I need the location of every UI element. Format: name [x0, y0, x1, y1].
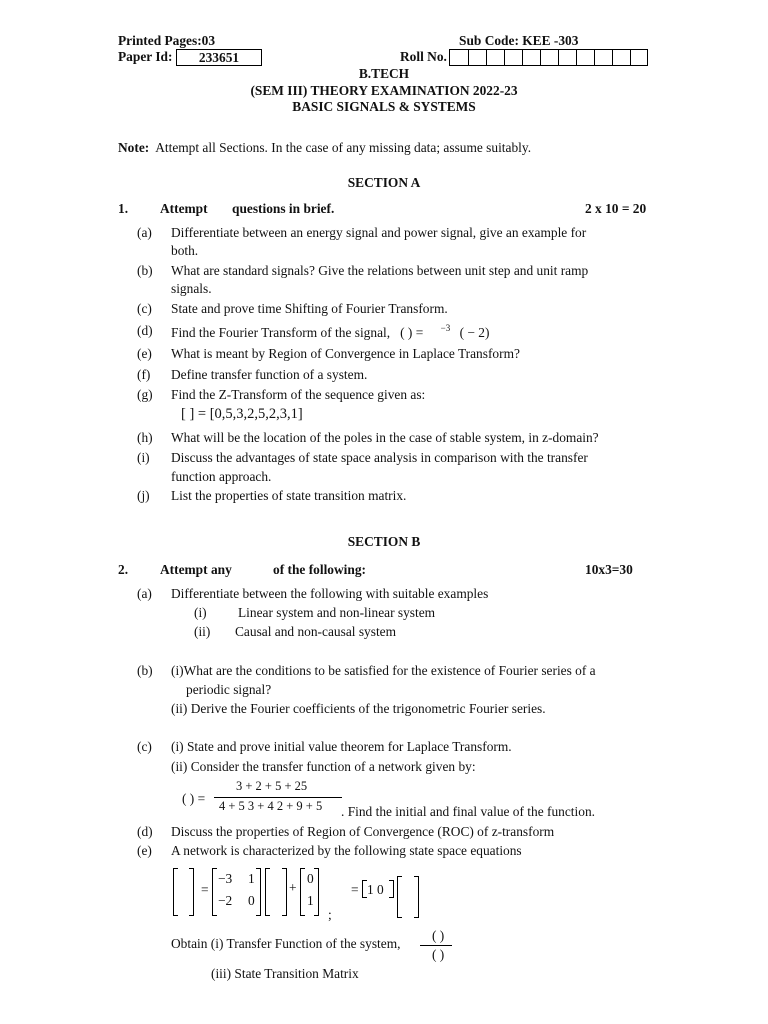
q1g-text: Find the Z-Transform of the sequence given as: [171, 387, 426, 402]
q1g-sequence: [ ] = [0,5,3,2,5,2,3,1] [181, 406, 303, 422]
q1j-text: List the properties of state transition matrix. [171, 488, 407, 503]
q2c-label: (c) [137, 739, 152, 754]
matrix-a11: −3 [218, 871, 233, 886]
q2c-tail: . Find the initial and final value of the function. [341, 804, 595, 819]
q2a-sub1: Linear system and non-linear system [238, 605, 436, 620]
q1-text: questions in brief. [232, 201, 335, 216]
q2b-text-2: periodic signal? [186, 682, 272, 697]
q2e-fraction-bar [420, 945, 452, 946]
q1d-text [171, 325, 489, 341]
q2e-obtain: Obtain (i) Transfer Function of the system, [171, 936, 401, 951]
q2e-frac-den: ( ) [432, 947, 445, 962]
q1b-text: What are standard signals? Give the relations between unit step and unit ramp [171, 263, 589, 278]
q1j-label: (j) [137, 488, 150, 503]
q2-text: of the following: [273, 562, 366, 577]
q1d-formula: ( ) = [400, 325, 424, 340]
paper-id-value: 233651 [198, 50, 240, 65]
q2c-fraction-bar [214, 797, 342, 798]
q1b-label: (b) [137, 263, 153, 278]
matrix-a22: 0 [248, 893, 255, 908]
q2b-text: (i)What are the conditions to be satisfied for the existence of Fourier series of a [171, 663, 596, 678]
q1a-text-2: both. [171, 243, 199, 258]
matrix-c: 1 0 [367, 882, 384, 897]
q1f-text: Define transfer function of a system. [171, 367, 368, 382]
q1d-text-main: Find the Fourier Transform of the signal, [171, 325, 391, 340]
roll-no-label: Roll No. [400, 49, 447, 64]
q2-marks: 10x3=30 [585, 562, 633, 577]
q2b-text-3: (ii) Derive the Fourier coefficients of the trigonometric Fourier series. [171, 701, 546, 716]
q2e-text: A network is characterized by the following state space equations [171, 843, 522, 858]
q2d-text: Discuss the properties of Region of Convergence (ROC) of z-transform [171, 824, 555, 839]
q1i-text: Discuss the advantages of state space analysis in comparison with the transfer [171, 450, 588, 465]
matrix-a21: −2 [218, 893, 233, 908]
roll-no-boxes[interactable] [449, 49, 648, 66]
section-a-heading: SECTION A [347, 175, 421, 190]
q1a-text: Differentiate between an energy signal and power signal, give an example for [171, 225, 587, 240]
matrix-b2: 1 [307, 893, 314, 908]
note-label: Note: [118, 140, 150, 155]
q1i-text-2: function approach. [171, 469, 272, 484]
q1c-label: (c) [137, 301, 152, 316]
q2e-frac-num: ( ) [432, 928, 445, 943]
q1i-label: (i) [137, 450, 150, 465]
q2a-text: Differentiate between the following with suitable examples [171, 586, 489, 601]
sub-code: Sub Code: KEE -303 [459, 33, 579, 48]
q2-number: 2. [118, 562, 129, 577]
q1-word: Attempt [160, 201, 208, 216]
paper-id-label: Paper Id: [118, 49, 173, 64]
q2c-text: (i) State and prove initial value theorem for Laplace Transform. [171, 739, 512, 754]
q1e-text: What is meant by Region of Convergence in Laplace Transform? [171, 346, 520, 361]
q2c-denominator: 4 + 5 3 + 4 2 + 9 + 5 [219, 799, 323, 813]
section-b-heading: SECTION B [347, 534, 421, 549]
matrix-b1: 0 [307, 871, 314, 886]
q2a-sub2-label: (ii) [194, 624, 211, 639]
q1-number: 1. [118, 201, 129, 216]
q1d-tail: ( − 2) [459, 325, 490, 340]
q2a-sub2: Causal and non-causal system [235, 624, 397, 639]
q2c-numerator: 3 + 2 + 5 + 25 [236, 779, 308, 793]
q2d-label: (d) [137, 824, 153, 839]
q2a-sub1-label: (i) [194, 605, 207, 620]
q1a-label: (a) [137, 225, 152, 240]
q1g-label: (g) [137, 387, 153, 402]
q2c-text-2: (ii) Consider the transfer function of a network given by: [171, 759, 476, 774]
q2c-lhs: ( ) = [182, 791, 206, 806]
title-degree: B.TECH [358, 66, 410, 81]
q1h-text: What will be the location of the poles in the case of stable system, in z-domain? [171, 430, 599, 445]
q2e-iii: (iii) State Transition Matrix [211, 966, 359, 981]
q1f-label: (f) [137, 367, 151, 382]
q1b-text-2: signals. [171, 281, 212, 296]
q2b-label: (b) [137, 663, 153, 678]
paper-id-box [176, 49, 262, 66]
q2-word: Attempt any [160, 562, 232, 577]
note-text: Attempt all Sections. In the case of any missing data; assume suitably. [155, 140, 532, 155]
note [118, 140, 531, 156]
q1d-sup: −3 [440, 323, 451, 333]
matrix-a12: 1 [248, 871, 255, 886]
q2e-label: (e) [137, 843, 152, 858]
q2a-label: (a) [137, 586, 152, 601]
q1c-text: State and prove time Shifting of Fourier Transform. [171, 301, 448, 316]
q1d-label: (d) [137, 323, 153, 338]
title-subject: BASIC SIGNALS & SYSTEMS [292, 99, 476, 114]
q1h-label: (h) [137, 430, 153, 445]
q1-marks: 2 x 10 = 20 [585, 201, 647, 216]
title-exam: (SEM III) THEORY EXAMINATION 2022-23 [250, 83, 518, 98]
printed-pages: Printed Pages:03 [118, 33, 216, 48]
q1e-label: (e) [137, 346, 152, 361]
